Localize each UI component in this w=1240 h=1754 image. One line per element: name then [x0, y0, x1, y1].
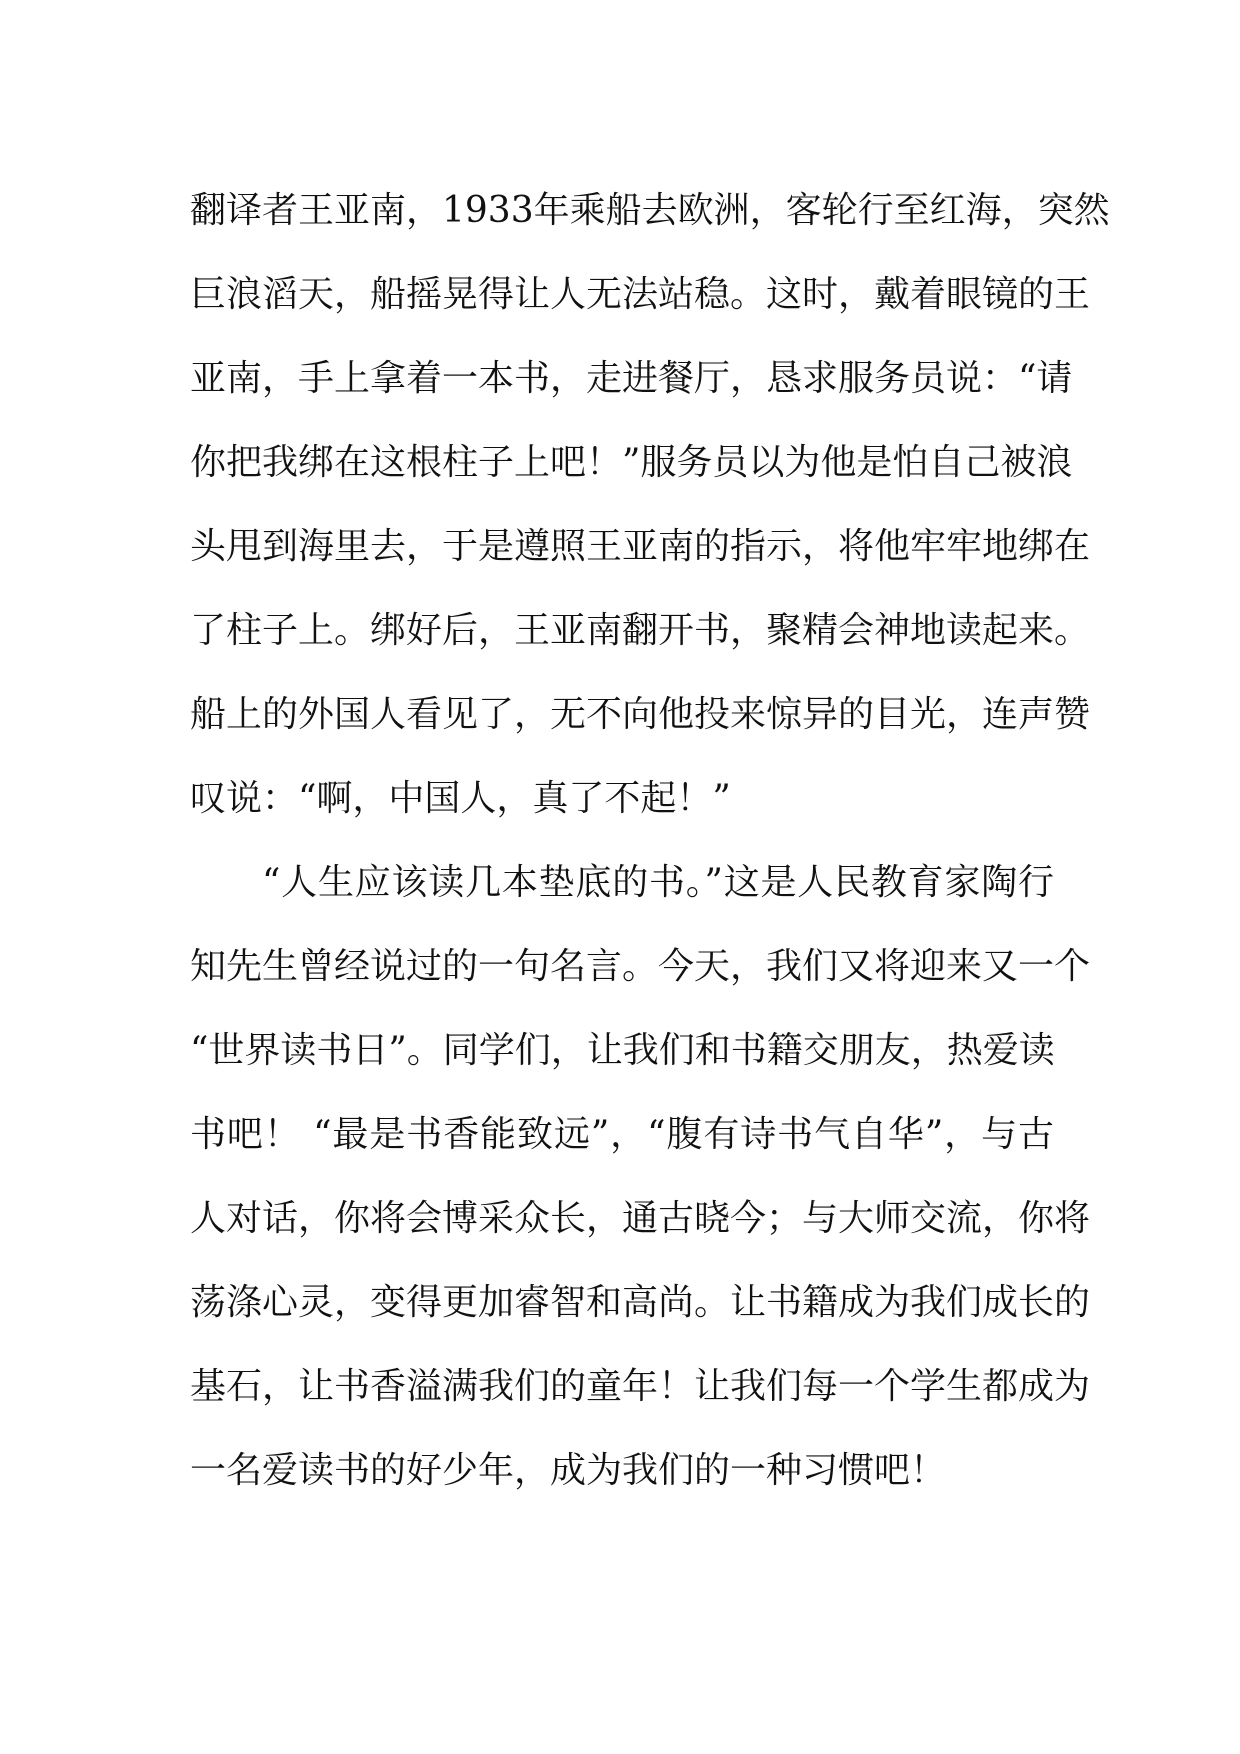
text-line: 基石，让书香溢满我们的童年！让我们每一个学生都成为 — [190, 1366, 1091, 1407]
text-line: “世界读书日”。同学们，让我们和书籍交朋友，热爱读 — [190, 1030, 1055, 1071]
text-line: 头甩到海里去，于是遵照王亚南的指示，将他牢牢地绑在 — [190, 526, 1091, 567]
text-line: 船上的外国人看见了，无不向他投来惊异的目光，连声赞 — [190, 694, 1091, 735]
body-text — [190, 169, 1110, 1513]
text-line: 书吧！ “最是书香能致远”，“腹有诗书气自华”，与古 — [190, 1114, 1054, 1155]
text-line: 巨浪滔天，船摇晃得让人无法站稳。这时，戴着眼镜的王 — [190, 274, 1091, 315]
text-line: 人对话，你将会博采众长，通古晓今；与大师交流，你将 — [190, 1198, 1091, 1239]
text-line: 你把我绑在这根柱子上吧！”服务员以为他是怕自己被浪 — [190, 442, 1073, 483]
text-line: 亚南，手上拿着一本书，走进餐厅，恳求服务员说：“请 — [190, 358, 1073, 399]
text-line: 一名爱读书的好少年，成为我们的一种习惯吧！ — [190, 1450, 947, 1491]
text-line: 翻译者王亚南，1933年乘船去欧洲，客轮行至红海，突然 — [190, 190, 1110, 231]
text-line: 叹说：“啊，中国人，真了不起！” — [190, 778, 731, 819]
paragraph-2 — [190, 841, 1091, 1513]
text-line: “人生应该读几本垫底的书。”这是人民教育家陶行 — [262, 862, 1054, 903]
text-line: 了柱子上。绑好后，王亚南翻开书，聚精会神地读起来。 — [190, 610, 1091, 651]
text-line: 荡涤心灵，变得更加睿智和高尚。让书籍成为我们成长的 — [190, 1282, 1091, 1323]
text-line: 知先生曾经说过的一句名言。今天，我们又将迎来又一个 — [190, 946, 1091, 987]
paragraph-1 — [190, 169, 1110, 841]
